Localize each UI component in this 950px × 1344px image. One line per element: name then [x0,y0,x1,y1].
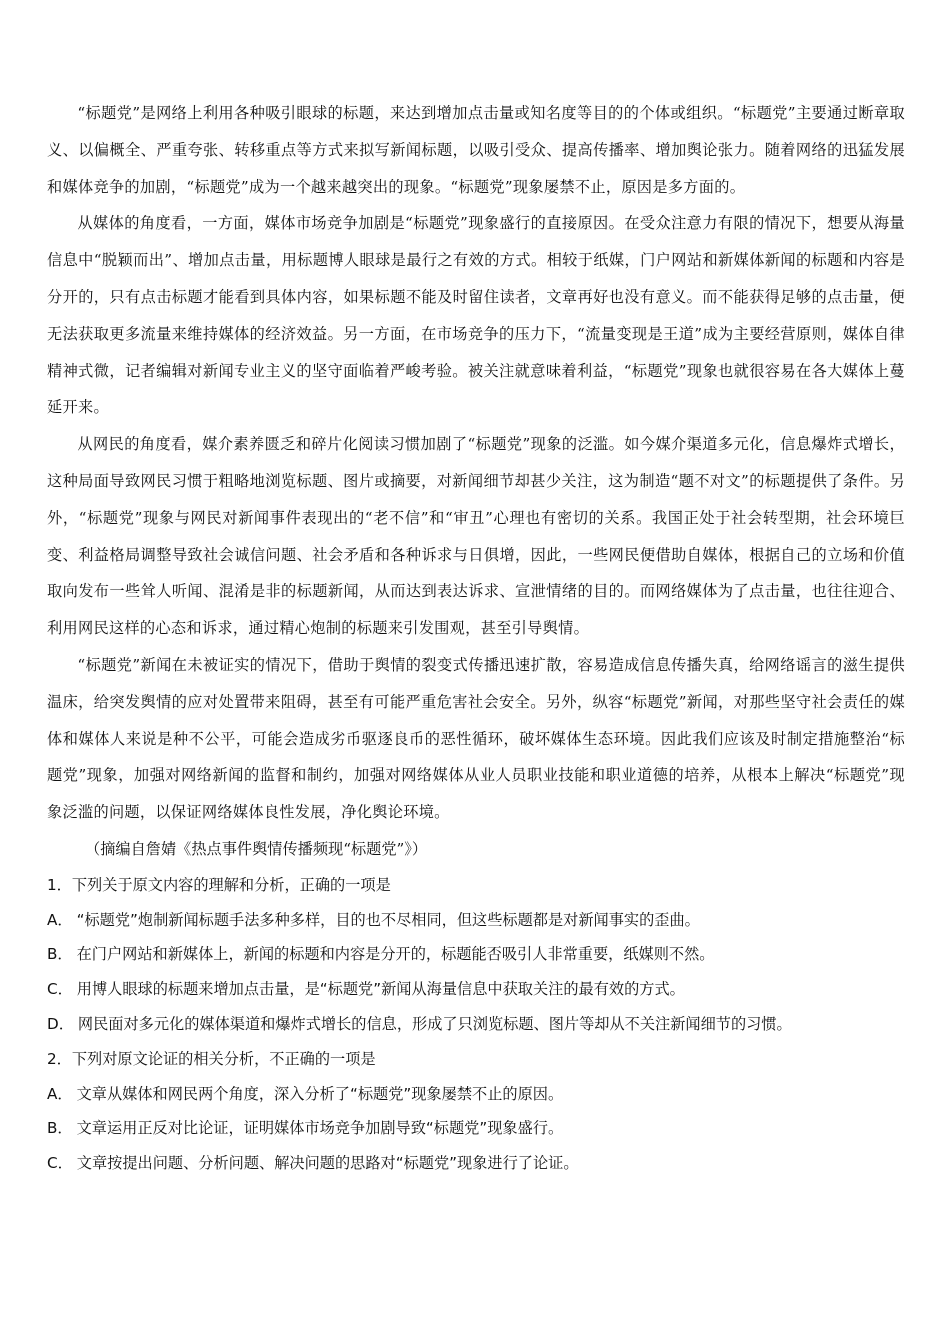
question-stem: 2．下列对原文论证的相关分析，不正确的一项是 [47,1049,376,1068]
article-source: （摘编自詹婧《热点事件舆情传播频现“标题党”》） [85,839,428,858]
question-2 [47,1042,905,1181]
option-b [47,1111,905,1146]
article-paragraph-1: “标题党”是网络上利用各种吸引眼球的标题，来达到增加点击量或知名度等目的的个体或组织。“标题党”主要通过断章取义、以偏概全、严重夸张、转移重点等方式来拟写新闻标题，以吸引受众、提高传播率、增加舆论张力。随着网络的迅猛发展和媒体竞争的加剧，“标题党”成为一个越来越突出的现象。“标题党”现象屡禁不止，原因是多方面的。 [47,104,905,196]
option-label: A． [47,910,73,929]
article-paragraph-2: 从媒体的角度看，一方面，媒体市场竞争加剧是“标题党”现象盛行的直接原因。在受众注意力有限的情况下，想要从海量信息中“脱颖而出”、增加点击量，用标题博人眼球是最行之有效的方式。相较于纸媒，门户网站和新媒体新闻的标题和内容是分开的，只有点击标题才能看到具体内容，如果标题不能及时留住读者，文章再好也没有意义。而不能获得足够的点击量，便无法获取更多流量来维持媒体的经济效益。另一方面，在市场竞争的压力下，“流量变现是王道”成为主要经营原则，媒体自律精神式微，记者编辑对新闻专业主义的坚守面临着严峻考验。被关注就意味着利益，“标题党”现象也就很容易在各大媒体上蔓延开来。 [47,214,905,417]
option-a [47,903,905,938]
article [47,95,905,868]
option-a [47,1077,905,1112]
document-page [47,95,905,1181]
option-label: A． [47,1084,73,1103]
article-paragraph-3: 从网民的角度看，媒介素养匮乏和碎片化阅读习惯加剧了“标题党”现象的泛滥。如今媒介渠道多元化，信息爆炸式增长，这种局面导致网民习惯于粗略地浏览标题、图片或摘要，对新闻细节却甚少关注，这为制造“题不对文”的标题提供了条件。另外，“标题党”现象与网民对新闻事件表现出的“老不信”和“审丑”心理也有密切的关系。我国正处于社会转型期，社会环境巨变、利益格局调整导致社会诚信问题、社会矛盾和各种诉求与日俱增，因此，一些网民便借助自媒体，根据自己的立场和价值取向发布一些耸人听闻、混淆是非的标题新闻，从而达到表达诉求、宣泄情绪的目的。而网络媒体为了点击量，也往往迎合、利用网民这样的心态和诉求，通过精心炮制的标题来引发围观，甚至引导舆情。 [47,435,905,638]
option-label: C． [47,1154,73,1173]
option-text: 在门户网站和新媒体上，新闻的标题和内容是分开的，标题能否吸引人非常重要，纸媒则不然。 [76,945,715,964]
article-paragraph-4: “标题党”新闻在未被证实的情况下，借助于舆情的裂变式传播迅速扩散，容易造成信息传播失真，给网络谣言的滋生提供温床，给突发舆情的应对处置带来阻碍，甚至有可能严重危害社会安全。另外，纵容“标题党”新闻，对那些坚守社会责任的媒体和媒体人来说是种不公平，可能会造成劣币驱逐良币的恶性循环，破坏媒体生态环境。因此我们应该及时制定措施整治“标题党”现象，加强对网络新闻的监督和制约，加强对网络媒体从业人员职业技能和职业道德的培养，从根本上解决“标题党”现象泛滥的问题，以保证网络媒体良性发展，净化舆论环境。 [47,655,905,822]
option-text: 网民面对多元化的媒体渠道和爆炸式增长的信息，形成了只浏览标题、图片等却从不关注新闻细节的习惯。 [77,1014,792,1033]
option-b [47,937,905,972]
option-text: “标题党”炮制新闻标题手法多种多样，目的也不尽相同，但这些标题都是对新闻事实的歪曲。 [76,910,700,929]
question-stem: 1．下列关于原文内容的理解和分析，正确的一项是 [47,875,391,894]
option-c [47,972,905,1007]
option-text: 文章按提出问题、分析问题、解决问题的思路对“标题党”现象进行了论证。 [76,1154,579,1173]
question-1 [47,868,905,1042]
option-d [47,1007,905,1042]
option-label: D． [47,1014,74,1033]
option-label: B． [47,1119,73,1138]
option-c [47,1146,905,1181]
option-text: 文章从媒体和网民两个角度，深入分析了“标题党”现象屡禁不止的原因。 [76,1084,564,1103]
option-label: B． [47,945,73,964]
option-text: 文章运用正反对比论证，证明媒体市场竞争加剧导致“标题党”现象盛行。 [76,1119,564,1138]
option-label: C． [47,980,73,999]
option-text: 用博人眼球的标题来增加点击量，是“标题党”新闻从海量信息中获取关注的最有效的方式。 [76,980,685,999]
